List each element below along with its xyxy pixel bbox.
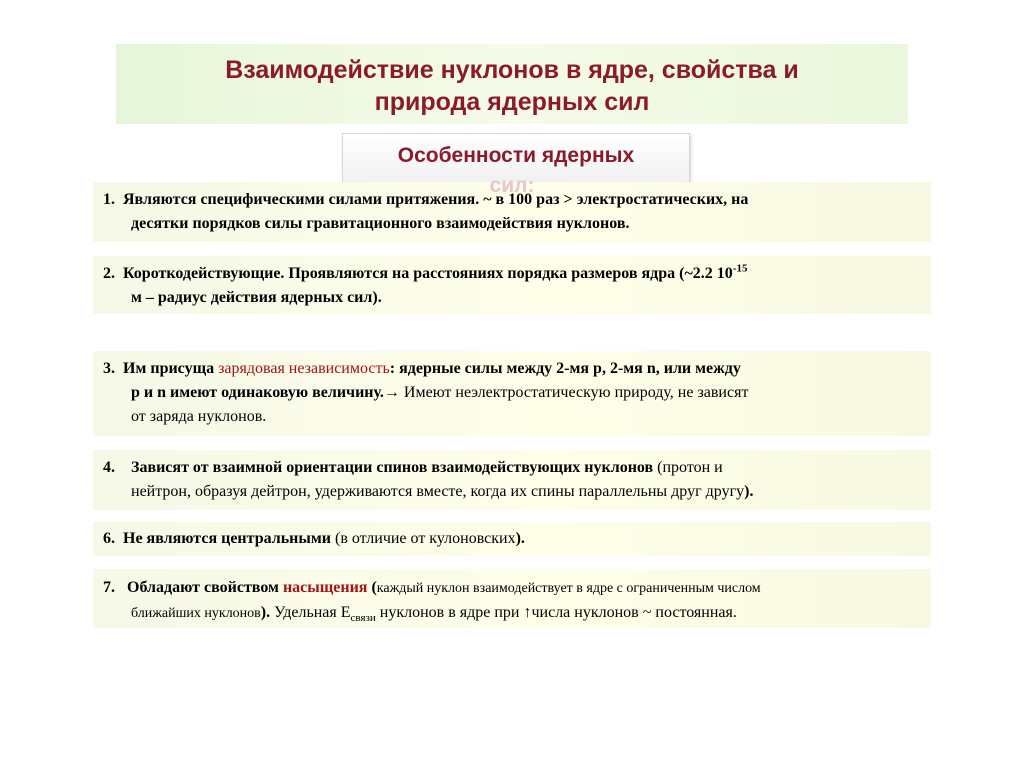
item-text-bold: десятки порядков силы гравитационного взаимодействия нуклонов.	[131, 215, 630, 232]
item-text-bold: (	[367, 579, 377, 596]
property-item-4	[93, 450, 931, 510]
item-text-bold: Короткодействующие. Проявляются на расстояниях порядка размеров ядра (~2.2 10	[123, 265, 733, 282]
item-text: (протон и	[653, 459, 723, 476]
item-number: 3.	[103, 360, 115, 377]
exponent: -15	[732, 262, 748, 275]
item-text-bold: ).	[260, 604, 271, 621]
highlight-term: насыщения	[282, 579, 368, 596]
item-text: нуклонов в ядре при ↑числа нуклонов ~ постоянная.	[375, 604, 737, 621]
highlight-term: зарядовая независимость	[218, 360, 390, 377]
property-item-2	[93, 256, 931, 314]
item-number: 7.	[103, 579, 115, 596]
item-number: 1.	[103, 191, 115, 208]
subtitle-line-2: сил:	[489, 174, 535, 197]
title-line-2: природа ядерных сил	[374, 88, 650, 116]
item-number: 6.	[103, 530, 115, 547]
item-text-bold: Являются специфическими силами притяжения. ~ в 100 раз > электростатических, на	[123, 191, 749, 208]
item-text-bold: м – радиус действия ядерных сил).	[131, 289, 382, 306]
item-text-bold: р и n имеют одинаковую величину.	[131, 384, 384, 401]
subtitle-line-1: Особенности ядерных	[397, 144, 635, 167]
item-number: 2.	[103, 265, 115, 282]
item-text: от заряда нуклонов.	[131, 408, 267, 425]
item-text-small: каждый нуклон взаимодействует в ядре с ограниченным числом	[376, 581, 761, 596]
item-text-bold: Им присуща	[123, 360, 219, 377]
item-text-small: ближайших нуклонов	[131, 606, 261, 621]
item-text: Удельная Е	[270, 604, 351, 621]
item-text-bold: : ядерные силы между 2-мя р, 2-мя n, или между	[389, 360, 741, 377]
item-text-bold: Обладают свойством	[127, 579, 283, 596]
arrow-right-icon: →	[383, 384, 400, 401]
title-banner	[116, 44, 908, 124]
page-title	[116, 54, 908, 118]
item-text-bold: Зависят от взаимной ориентации спинов взаимодействующих нуклонов	[131, 459, 654, 476]
subscript: связи	[350, 612, 376, 625]
item-text-bold: ).	[515, 530, 525, 547]
item-text: нейтрон, образуя дейтрон, удерживаются вместе, когда их спины параллельны друг другу	[131, 483, 745, 500]
item-text-bold: Не являются центральными	[123, 530, 331, 547]
property-item-3	[93, 351, 931, 436]
item-text: (в отличие от кулоновских	[331, 530, 516, 547]
property-item-6	[93, 522, 931, 556]
item-text-bold: ).	[744, 483, 754, 500]
property-item-7	[93, 569, 931, 628]
title-line-1: Взаимодействие нуклонов в ядре, свойства и	[225, 56, 799, 84]
item-number: 4.	[103, 459, 115, 476]
item-text: Имеют неэлектростатическую природу, не зависят	[399, 384, 749, 401]
